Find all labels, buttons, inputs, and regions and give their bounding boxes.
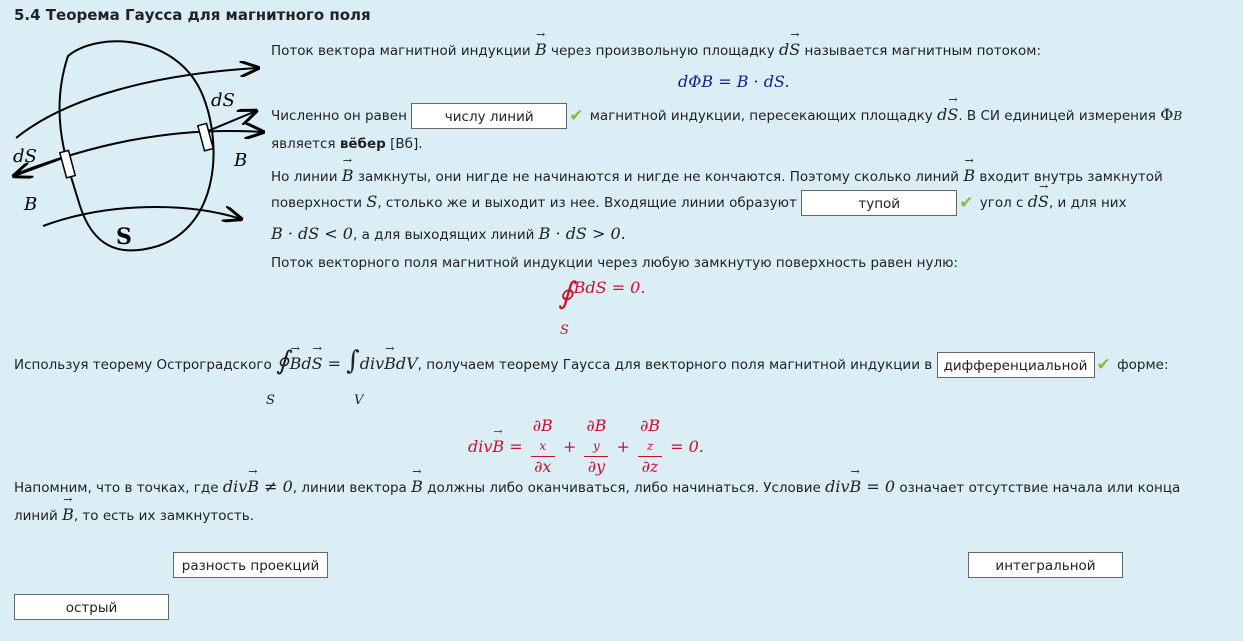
paragraph-ostrogradsky: Используя теорему Остроградского ∮→ Bd→ S = ∫div→ BdV, получаем теорему Гаусса для векторного поля магнитной индукции в дифференциальной ✔ форме: xyxy=(14,346,1169,378)
formula-gauss-differential: div→ B = ∂B x ∂x + ∂B y ∂y + ∂B z ∂z = 0. xyxy=(468,416,704,477)
paragraph-flux-unit: является вёбер [Вб]. xyxy=(271,136,423,152)
label-S: S xyxy=(116,224,132,250)
paragraph-closed-lines-2: поверхности S, столько же и выходит из нее. Входящие линии образуют тупой ✔ угол с d→ S, и для них xyxy=(271,190,1127,216)
label-B-right: B xyxy=(234,150,248,171)
paragraph-closed-lines-3: B · dS < 0, а для выходящих линий B · dS > 0. xyxy=(271,224,626,243)
paragraph-flux-value: Численно он равен числу линий ✔ магнитной индукции, пересекающих площадку d→ S. В СИ единицей измерения ΦB xyxy=(271,103,1182,129)
integral-subscript-S: S xyxy=(560,323,569,338)
normal-right xyxy=(208,111,256,131)
field-line-bottom xyxy=(43,207,241,226)
answer-slot-differential[interactable]: дифференциальной xyxy=(937,352,1095,378)
paragraph-reminder-1: Напомним, что в точках, где div→ B ≠ 0, линии вектора → B должны либо оканчиваться, либо начинаться. Условие div→ B = 0 означает отсутствие начала или конца xyxy=(14,477,1180,496)
paragraph-zero-flux: Поток векторного поля магнитной индукции через любую замкнутую поверхность равен нулю: xyxy=(271,255,959,271)
option-acute[interactable]: острый xyxy=(14,594,169,620)
closed-surface-figure xyxy=(8,26,268,262)
paragraph-reminder-2: линий → B, то есть их замкнутость. xyxy=(14,505,254,524)
option-projection-difference[interactable]: разность проекций xyxy=(173,552,328,578)
label-dS-left: dS xyxy=(13,146,37,167)
section-title: 5.4 Теорема Гаусса для магнитного поля xyxy=(14,6,371,24)
integral-subscript-V: V xyxy=(354,393,364,408)
field-line-middle xyxy=(16,131,263,174)
answer-slot-lines-count[interactable]: числу линий xyxy=(411,103,567,129)
check-icon: ✔ xyxy=(959,193,974,213)
check-icon: ✔ xyxy=(1096,355,1111,375)
option-integral[interactable]: интегральной xyxy=(968,552,1123,578)
label-dS-right: dS xyxy=(211,90,235,111)
answer-slot-obtuse[interactable]: тупой xyxy=(801,190,957,216)
check-icon: ✔ xyxy=(569,106,584,126)
formula-gauss-integral: ∮BdS = 0. xyxy=(558,276,646,311)
paragraph-closed-lines-1: Но линии → B замкнуты, они нигде не начинаются и нигде не кончаются. Поэтому сколько линий → B входит внутрь замкнутой xyxy=(271,166,1163,185)
integral-subscript-S2: S xyxy=(266,393,275,408)
formula-flux: dΦB = B · dS. xyxy=(678,72,790,91)
closed-surface-outline xyxy=(60,41,214,250)
label-B-left: B xyxy=(24,194,38,215)
paragraph-flux-definition: Поток вектора магнитной индукции → B через произвольную площадку d→ S называется магнитным потоком: xyxy=(271,40,1041,59)
